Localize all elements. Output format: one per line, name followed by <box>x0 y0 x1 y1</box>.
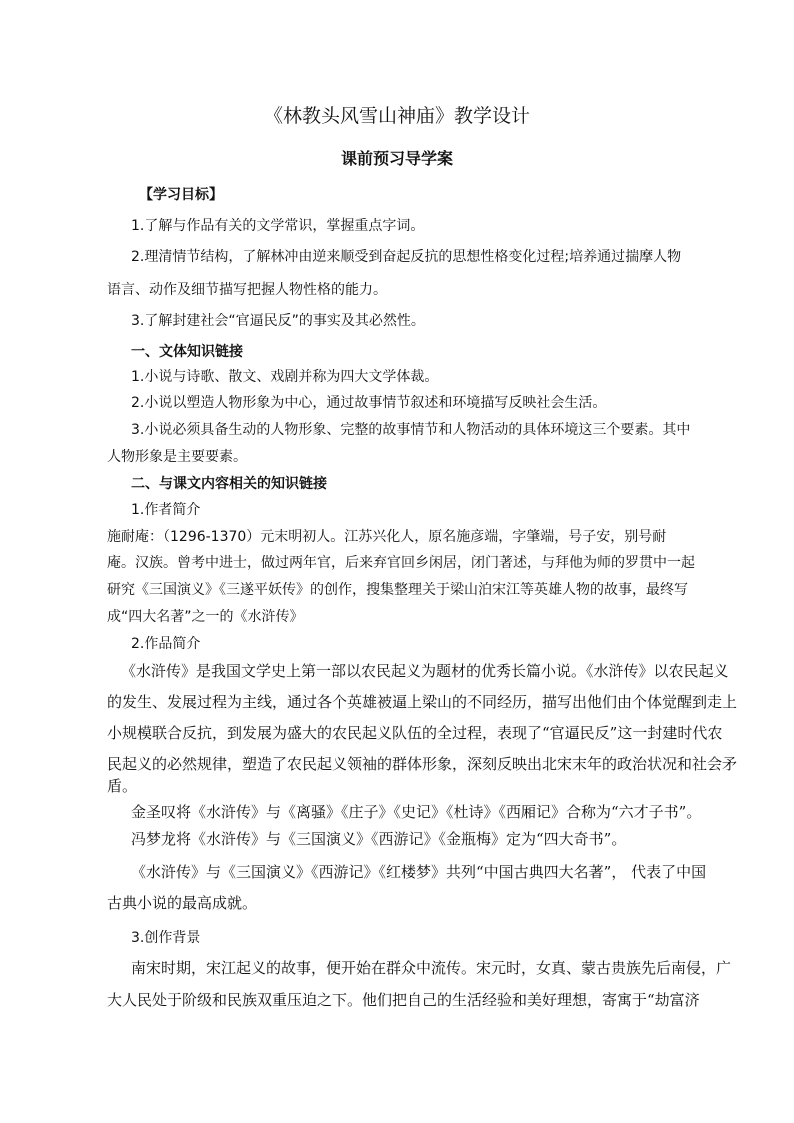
paragraph-line: 施耐庵：（1296-1370）元末明初人。江苏兴化人，原名施彦端，字肇端，号子安，别号耐 <box>107 529 667 545</box>
paragraph-line: 小规模联合反抗，到发展为盛大的农民起义队伍的全过程，表现了“官逼民反”这一封建时代农 <box>107 724 723 742</box>
subheading-author: 1.作者简介 <box>131 502 201 518</box>
paragraph-line: 语言、动作及细节描写把握人物性格的能力。 <box>107 282 387 298</box>
paragraph-line: 金圣叹将《水浒传》与《离骚》《庄子》《史记》《杜诗》《西厢记》合称为“六才子书”。 <box>131 803 702 821</box>
paragraph-line: 冯梦龙将《水浒传》与《三国演义》《西游记》《金瓶梅》定为“四大奇书”。 <box>131 830 627 848</box>
paragraph-line: 《水浒传》是我国文学史上第一部以农民起义为题材的优秀长篇小说。《水浒传》以农民起义 <box>121 662 729 680</box>
paragraph-line: 人物形象是主要要素。 <box>107 449 247 465</box>
paragraph-line: 3.小说必须具备生动的人物形象、完整的故事情节和人物活动的具体环境这三个要素。其中 <box>131 422 691 438</box>
subheading-work: 2.作品简介 <box>131 636 201 652</box>
subheading-background: 3.创作背景 <box>131 930 201 946</box>
paragraph-line: 1.了解与作品有关的文学常识，掌握重点字词。 <box>131 218 425 234</box>
section-heading-context: 二、与课文内容相关的知识链接 <box>131 476 327 492</box>
section-heading-objectives: 【学习目标】 <box>139 187 223 203</box>
paragraph-line: 《水浒传》与《三国演义》《西游记》《红楼梦》共列“中国古典四大名著”， 代表了中国 <box>131 863 707 881</box>
paragraph-line: 1.小说与诗歌、散文、戏剧并称为四大文学体裁。 <box>131 369 439 385</box>
document-subtitle: 课前预习导学案 <box>340 149 453 168</box>
paragraph-line: 研究《三国演义》《三遂平妖传》的创作，搜集整理关于梁山泊宋江等英雄人物的故事，最终写 <box>107 582 688 598</box>
paragraph-line: 2.小说以塑造人物形象为中心，通过故事情节叙述和环境描写反映社会生活。 <box>131 395 607 411</box>
document-title: 《林教头风雪山神庙》教学设计 <box>263 105 530 127</box>
paragraph-line: 庵。汉族。曾考中进士，做过两年官，后来弃官回乡闲居，闭门著述，与拜他为师的罗贯中一起 <box>107 555 695 571</box>
paragraph-line: 成“四大名著”之一的《水浒传》 <box>107 609 304 625</box>
paragraph-line: 3.了解封建社会“官逼民反”的事实及其必然性。 <box>131 313 425 329</box>
section-heading-genre: 一、文体知识链接 <box>131 344 243 360</box>
paragraph-line: 南宋时期，宋江起义的故事，便开始在群众中流传。宋元时，女真、蒙古贵族先后南侵，广 <box>131 959 732 977</box>
paragraph-line: 盾。 <box>107 777 138 795</box>
paragraph-line: 的发生、发展过程为主线，通过各个英雄被逼上梁山的不同经历，描写出他们由个体觉醒到走上 <box>107 693 738 711</box>
paragraph-line: 古典小说的最高成就。 <box>107 894 258 912</box>
paragraph-line: 大人民处于阶级和民族双重压迫之下。他们把自己的生活经验和美好理想，寄寓于“劫富济 <box>107 991 700 1009</box>
paragraph-line: 2.理清情节结构，了解林冲由逆来顺受到奋起反抗的思想性格变化过程;培养通过揣摩人物 <box>131 249 682 265</box>
paragraph-line: 民起义的必然规律，塑造了农民起义领袖的群体形象，深刻反映出北宋末年的政治状况和社会矛 <box>107 755 738 773</box>
